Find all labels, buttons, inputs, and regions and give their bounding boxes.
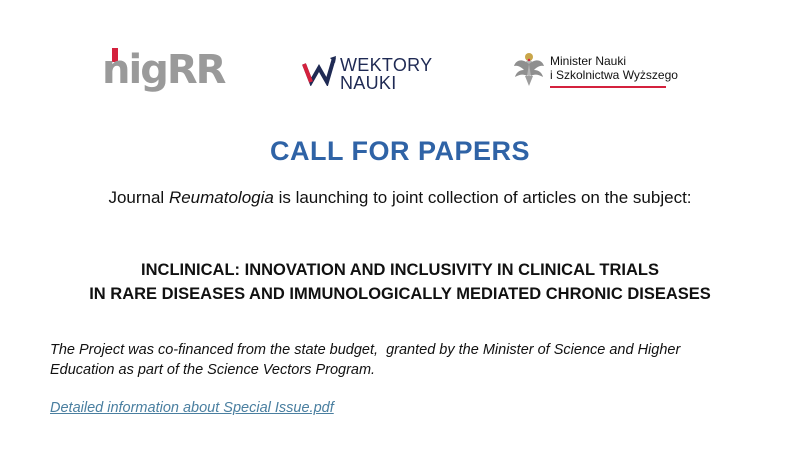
wektory-nauki-logo (302, 50, 442, 96)
collection-topic (0, 258, 800, 306)
wektory-line: WEKTORY (340, 55, 433, 75)
funding-note (50, 340, 770, 380)
subtitle-after: is launching to joint collection of articles on the subject: (273, 188, 692, 207)
subtitle-before: Journal (108, 188, 169, 207)
journal-name: Reumatologia (168, 188, 274, 207)
ministry-red-rule (550, 86, 666, 88)
topic-line-1: INCLINICAL: INNOVATION AND INCLUSIVITY IN CLINICAL TRIALS (141, 261, 659, 279)
ministry-text (550, 54, 678, 82)
polish-eagle-emblem-icon (512, 50, 546, 90)
topic-line-2: IN RARE DISEASES AND IMMUNOLOGICALLY MEDIATED CHRONIC DISEASES (89, 285, 711, 303)
funding-note-line-2: Education as part of the Science Vectors Program. (50, 362, 376, 378)
nio-logo (100, 46, 225, 98)
announcement-subtitle (0, 188, 800, 208)
ministry-logo (512, 50, 682, 102)
ministry-line1: Minister Nauki (550, 54, 627, 68)
special-issue-pdf-link[interactable]: Detailed information about Special Issue.pdf (50, 400, 334, 416)
wektory-nauki-text (340, 56, 432, 92)
page-title: CALL FOR PAPERS (269, 136, 531, 166)
wektory-nauki-icon (302, 56, 336, 86)
ministry-line2: i Szkolnictwa Wyższego (550, 68, 678, 82)
nauki-line: NAUKI (340, 73, 397, 93)
logo-bar (0, 38, 800, 108)
nio-logo-text: nigRR (102, 47, 225, 93)
funding-note-line-1: The Project was co-financed from the state budget, granted by the Minister of Science and Higher (50, 342, 681, 358)
